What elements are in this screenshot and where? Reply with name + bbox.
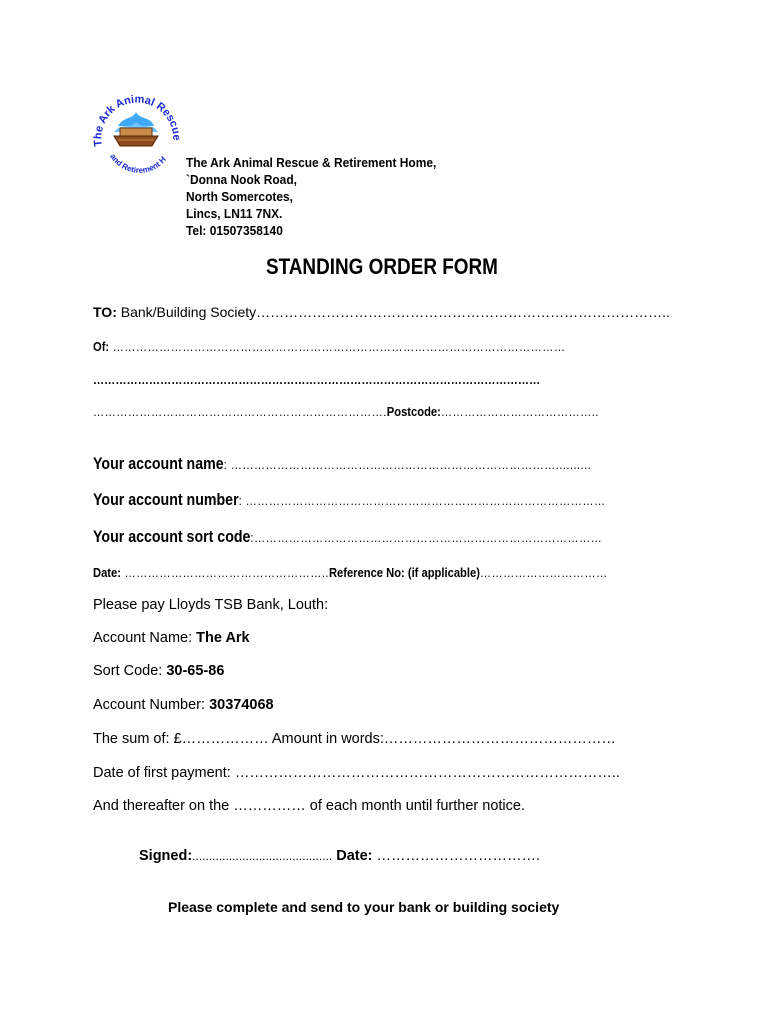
payee-account-number-label: Account Number: bbox=[93, 697, 210, 713]
signed-date-label: Date: bbox=[332, 848, 373, 864]
footer-instruction: Please complete and send to your bank or building society bbox=[168, 899, 560, 915]
logo-ring-text-top: The Ark Animal Rescue bbox=[92, 93, 183, 148]
payee-sort-code-value: 30-65-86 bbox=[166, 663, 225, 679]
address-line-1: The Ark Animal Rescue & Retirement Home, bbox=[186, 155, 437, 170]
reference-dots: …………………………… bbox=[479, 565, 608, 580]
bank-address-dots: …………………………………………………………………. bbox=[93, 404, 387, 419]
bank-address-line-3[interactable] bbox=[93, 404, 599, 419]
to-label: TO: bbox=[93, 304, 117, 320]
sort-code-dots: :……………………………………………………………………………… bbox=[250, 530, 603, 545]
signed-date-dots: ……………………………. bbox=[372, 848, 541, 864]
address-line-2: `Donna Nook Road, bbox=[186, 172, 297, 187]
logo-ring-text-bottom: and Retirement H bbox=[108, 152, 168, 175]
of-dots: ……………………………………………………………………………………………………… bbox=[109, 339, 566, 354]
signed-label: Signed: bbox=[139, 848, 193, 864]
sum-field[interactable]: The sum of: £……………… Amount in words:………………………………………… bbox=[93, 731, 616, 747]
payee-account-name bbox=[93, 630, 250, 646]
charity-address bbox=[186, 154, 436, 239]
address-line-3: North Somercotes, bbox=[186, 189, 294, 204]
to-bank-line[interactable] bbox=[93, 304, 670, 320]
account-name-field[interactable] bbox=[93, 455, 591, 474]
payee-account-number bbox=[93, 697, 274, 713]
bank-address-line-2[interactable]: ………………………………………………………………………………………………………… bbox=[93, 372, 541, 387]
payee-sort-code bbox=[93, 663, 224, 679]
of-label: Of: bbox=[93, 339, 110, 354]
form-title: STANDING ORDER FORM bbox=[266, 254, 498, 279]
date-label: Date: bbox=[93, 565, 121, 580]
payee-account-name-value: The Ark bbox=[196, 630, 250, 646]
postcode-dots: ………………………………….. bbox=[440, 404, 599, 419]
account-number-field[interactable] bbox=[93, 491, 606, 510]
account-name-dots: : ………………………………………………………………………….......... bbox=[223, 457, 592, 472]
pay-instruction: Please pay Lloyds TSB Bank, Louth: bbox=[93, 597, 329, 613]
address-line-4: Lincs, LN11 7NX. bbox=[186, 206, 283, 221]
of-line[interactable] bbox=[93, 339, 565, 354]
sort-code-label: Your account sort code bbox=[93, 528, 251, 546]
thereafter-field[interactable]: And thereafter on the …………… of each month until further notice. bbox=[93, 798, 525, 814]
signed-dots: .......................................... bbox=[192, 849, 333, 863]
account-number-dots: : ………………………………………………………………………………… bbox=[238, 493, 606, 508]
sort-code-field[interactable] bbox=[93, 528, 602, 547]
account-name-label: Your account name bbox=[93, 455, 224, 473]
reference-label: Reference No: (if applicable) bbox=[328, 565, 480, 580]
payee-account-number-value: 30374068 bbox=[209, 697, 274, 713]
to-bank-dots: …………………………………………………………………………….. bbox=[256, 304, 670, 320]
postcode-label: Postcode: bbox=[386, 404, 441, 419]
date-dots: …………………………………………….. bbox=[120, 565, 329, 580]
account-number-label: Your account number bbox=[93, 491, 239, 509]
payee-account-name-label: Account Name: bbox=[93, 630, 197, 646]
date-reference-line[interactable] bbox=[93, 565, 608, 580]
payee-sort-code-label: Sort Code: bbox=[93, 663, 167, 679]
address-telephone: Tel: 01507358140 bbox=[186, 223, 283, 238]
to-bank-text: Bank/Building Society bbox=[116, 304, 257, 320]
signature-line[interactable] bbox=[139, 848, 540, 864]
first-payment-field[interactable]: Date of first payment: …………………………………………………………………….. bbox=[93, 765, 620, 781]
ark-logo bbox=[88, 86, 184, 182]
